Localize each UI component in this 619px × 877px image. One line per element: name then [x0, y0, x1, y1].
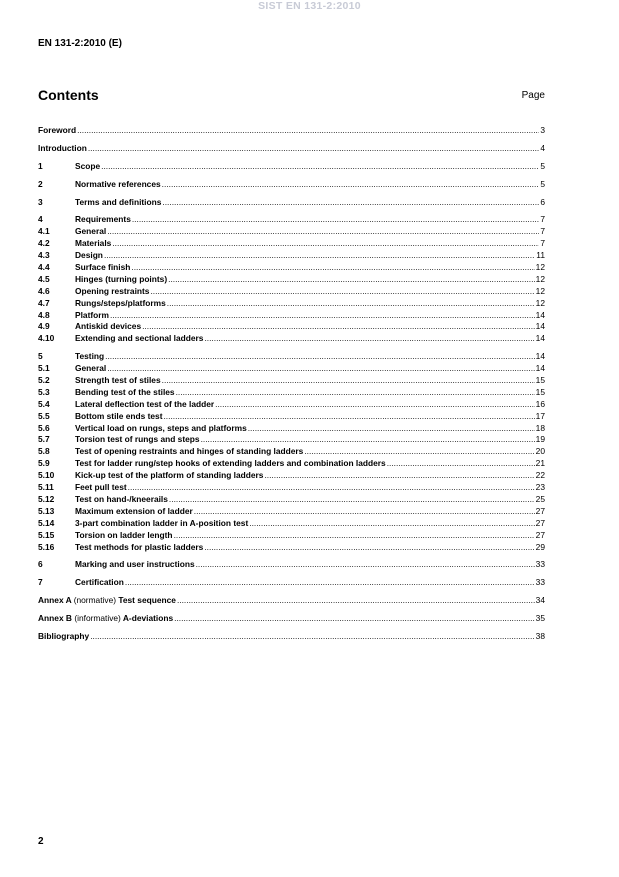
toc-entry-title-text: Bending test of the stiles: [75, 386, 175, 397]
toc-entry-page: 34: [535, 595, 545, 606]
toc-entry-number: 5.13: [38, 505, 55, 516]
toc-leader-dots: [142, 321, 535, 333]
toc-leader-dots: [163, 411, 534, 423]
toc-entry[interactable]: [38, 387, 545, 399]
page-number: 2: [38, 836, 44, 847]
toc-entry-page: 20: [535, 446, 545, 457]
toc-entry[interactable]: [38, 363, 545, 375]
toc-entry-title-text: Bottom stile ends test: [75, 410, 163, 421]
toc-entry-number: 5: [38, 351, 43, 362]
toc-entry-title: [75, 197, 161, 209]
toc-entry-page: 12: [535, 262, 545, 273]
toc-entry-number: 4.6: [38, 285, 50, 296]
toc-entry-page: 27: [535, 529, 545, 540]
toc-leader-dots: [162, 179, 540, 191]
toc-entry-title-text: General: [75, 363, 107, 374]
toc-leader-dots: [169, 494, 535, 506]
toc-entry-title: [38, 125, 76, 137]
toc-entry-title: [75, 506, 193, 518]
toc-entry-title-text: Bibliography: [38, 630, 90, 641]
toc-entry-number: 5.2: [38, 375, 50, 386]
toc-entry-annex-type: (normative): [73, 595, 117, 606]
toc-entry-number: 4.2: [38, 238, 50, 249]
toc-entry[interactable]: [38, 434, 545, 446]
toc-entry[interactable]: [38, 321, 545, 333]
toc-leader-dots: [125, 577, 535, 589]
toc-entry-title-text: Platform: [75, 309, 109, 320]
toc-entry-title: [75, 333, 203, 345]
toc-entry-title: [75, 470, 263, 482]
toc-entry[interactable]: [38, 399, 545, 411]
toc-entry[interactable]: [38, 238, 545, 250]
toc-entry-title-text: Test methods for plastic ladders: [75, 541, 204, 552]
toc-entry-number: 5.15: [38, 529, 55, 540]
toc-entry-page: 19: [535, 434, 545, 445]
toc-entry-title: [75, 494, 168, 506]
toc-entry[interactable]: [38, 274, 545, 286]
toc-entry-page: 23: [535, 482, 545, 493]
toc-entry-number: 5.10: [38, 470, 55, 481]
toc-entry-title: [75, 434, 200, 446]
toc-entry[interactable]: [38, 482, 545, 494]
toc-leader-dots: [77, 125, 539, 137]
toc-entry[interactable]: [38, 351, 545, 363]
toc-entry[interactable]: [38, 286, 545, 298]
toc-entry[interactable]: [38, 423, 545, 435]
toc-entry-page: 15: [535, 386, 545, 397]
toc-entry-title-text: Normative references: [75, 178, 161, 189]
page-column-label: Page: [521, 90, 545, 101]
toc-entry-page: 7: [540, 238, 545, 249]
toc-entry-title: [75, 351, 104, 363]
toc-entry[interactable]: [38, 262, 545, 274]
toc-entry[interactable]: [38, 143, 545, 155]
toc-entry-page: 33: [535, 559, 545, 570]
toc-entry-number: 3: [38, 196, 43, 207]
toc-entry-number: 5.3: [38, 386, 50, 397]
toc-entry-number: 4.8: [38, 309, 50, 320]
toc-entry-title: [75, 179, 161, 191]
toc-entry-page: 12: [535, 285, 545, 296]
toc-entry[interactable]: [38, 494, 545, 506]
toc-leader-dots: [132, 214, 539, 226]
toc-entry-number: 4.5: [38, 273, 50, 284]
toc-entry-number: 5.5: [38, 410, 50, 421]
toc-entry-title-text: Annex A: [38, 595, 72, 606]
toc-entry-title-text: Opening restraints: [75, 285, 150, 296]
toc-leader-dots: [168, 274, 535, 286]
toc-entry-title-text: Test on hand-/kneerails: [75, 493, 168, 504]
toc-entry-title-text: Testing: [75, 351, 105, 362]
toc-entry-title: [75, 577, 124, 589]
toc-entry-title-text: Introduction: [38, 142, 87, 153]
toc-entry-title-text: Foreword: [38, 125, 77, 135]
toc-entry-page: 18: [535, 422, 545, 433]
toc-entry-page: 27: [535, 517, 545, 528]
toc-entry-title-text: Torsion on ladder length: [75, 529, 173, 540]
toc-entry-title-text: Hinges (turning points): [75, 273, 168, 284]
watermark: SIST EN 131-2:2010: [258, 0, 361, 12]
toc-entry[interactable]: [38, 310, 545, 322]
toc-entry-title: [38, 631, 89, 643]
toc-leader-dots: [196, 559, 535, 571]
toc-entry-page: 12: [535, 297, 545, 308]
table-of-contents: [38, 125, 545, 643]
toc-leader-dots: [88, 143, 539, 155]
toc-entry-title: [75, 387, 175, 399]
toc-entry[interactable]: [38, 631, 545, 643]
toc-entry-number: 4.1: [38, 226, 50, 237]
toc-entry[interactable]: [38, 470, 545, 482]
contents-title: Contents: [38, 87, 99, 103]
toc-entry-title-text: Antiskid devices: [75, 321, 142, 332]
toc-entry-annex-type: (informative): [74, 613, 121, 624]
toc-entry-number: 2: [38, 178, 43, 189]
toc-entry-title: [38, 613, 173, 625]
toc-leader-dots: [204, 333, 534, 345]
toc-entry-title: [75, 375, 161, 387]
toc-leader-dots: [90, 631, 534, 643]
toc-entry-title: [75, 310, 109, 322]
toc-entry-page: 7: [540, 214, 545, 225]
toc-entry-title: [75, 411, 162, 423]
toc-entry[interactable]: [38, 375, 545, 387]
toc-entry-title-text: General: [75, 226, 107, 237]
toc-leader-dots: [162, 197, 539, 209]
toc-entry[interactable]: [38, 613, 545, 625]
toc-entry-title-text: Scope: [75, 160, 101, 171]
toc-entry-title: [75, 482, 127, 494]
toc-leader-dots: [201, 434, 535, 446]
toc-entry-number: 5.4: [38, 398, 50, 409]
toc-entry-title-text: Extending and sectional ladders: [75, 333, 204, 344]
toc-entry-page: 27: [535, 505, 545, 516]
toc-entry-page: 5: [540, 160, 545, 171]
toc-leader-dots: [104, 250, 535, 262]
toc-entry-page: 25: [535, 493, 545, 504]
toc-leader-dots: [162, 375, 535, 387]
toc-entry-title: [75, 423, 247, 435]
toc-entry-number: 5.8: [38, 446, 50, 457]
toc-entry-title: [75, 274, 167, 286]
toc-leader-dots: [304, 446, 534, 458]
toc-entry-title: [75, 226, 106, 238]
toc-entry-title: [75, 161, 100, 173]
toc-leader-dots: [167, 298, 535, 310]
toc-entry-title-text: Test for ladder rung/step hooks of extending ladders and combination ladders: [75, 458, 386, 469]
toc-entry-page: 35: [535, 613, 545, 624]
toc-entry-number: 5.11: [38, 482, 54, 493]
toc-entry-page: 38: [535, 630, 545, 641]
toc-entry-title: [38, 143, 87, 155]
toc-entry-page: 5: [540, 178, 545, 189]
toc-entry-page: 12: [535, 273, 545, 284]
toc-entry[interactable]: [38, 161, 545, 173]
toc-leader-dots: [107, 226, 539, 238]
toc-entry[interactable]: [38, 298, 545, 310]
toc-entry-number: 4.7: [38, 297, 50, 308]
toc-leader-dots: [107, 363, 534, 375]
toc-leader-dots: [101, 161, 539, 173]
toc-entry[interactable]: [38, 214, 545, 226]
toc-entry-title-text: 3-part combination ladder in A-position test: [75, 517, 249, 528]
toc-leader-dots: [176, 387, 535, 399]
toc-entry-title: [75, 530, 173, 542]
toc-entry[interactable]: [38, 446, 545, 458]
toc-entry-number: 5.6: [38, 422, 50, 433]
toc-entry-page: 3: [540, 125, 545, 135]
toc-entry-page: 16: [535, 398, 545, 409]
toc-entry-title-text: Maximum extension of ladder: [75, 505, 193, 516]
toc-leader-dots: [174, 613, 535, 625]
toc-entry[interactable]: [38, 506, 545, 518]
toc-leader-dots: [215, 399, 535, 411]
toc-leader-dots: [110, 310, 535, 322]
toc-entry[interactable]: [38, 595, 545, 607]
toc-entry-page: 14: [535, 351, 545, 362]
toc-entry-annex-title: Test sequence: [118, 595, 176, 606]
toc-entry-title-text: Feet pull test: [75, 482, 127, 493]
toc-entry-number: 4.3: [38, 250, 50, 261]
toc-leader-dots: [131, 262, 534, 274]
toc-entry-page: 14: [535, 363, 545, 374]
toc-leader-dots: [264, 470, 534, 482]
toc-entry-page: 33: [535, 577, 545, 588]
toc-entry-title: [75, 559, 195, 571]
toc-entry-title-text: Rungs/steps/platforms: [75, 297, 166, 308]
toc-leader-dots: [248, 423, 535, 435]
toc-entry-page: 29: [535, 541, 545, 552]
toc-entry-title: [75, 250, 103, 262]
toc-entry-title-text: Marking and user instructions: [75, 559, 195, 570]
toc-entry-number: 5.16: [38, 541, 55, 552]
toc-leader-dots: [112, 238, 539, 250]
toc-entry[interactable]: [38, 125, 545, 137]
toc-entry[interactable]: [38, 577, 545, 589]
toc-leader-dots: [249, 518, 534, 530]
toc-leader-dots: [177, 595, 535, 607]
document-id: EN 131-2:2010 (E): [38, 38, 122, 49]
toc-entry[interactable]: [38, 333, 545, 345]
toc-leader-dots: [150, 286, 534, 298]
toc-entry[interactable]: [38, 411, 545, 423]
toc-entry-title: [75, 321, 141, 333]
toc-entry-title: [75, 363, 106, 375]
toc-entry[interactable]: [38, 250, 545, 262]
toc-entry-title: [75, 214, 131, 226]
toc-entry-number: 5.7: [38, 434, 50, 445]
toc-entry-page: 14: [535, 321, 545, 332]
toc-leader-dots: [194, 506, 535, 518]
toc-entry-number: 5.1: [38, 363, 50, 374]
toc-leader-dots: [204, 542, 534, 554]
toc-entry-title-text: Torsion test of rungs and steps: [75, 434, 200, 445]
toc-entry[interactable]: [38, 530, 545, 542]
toc-entry-title-text: Certification: [75, 577, 124, 588]
toc-entry-page: 11: [536, 250, 545, 261]
toc-entry-title-text: Surface finish: [75, 262, 131, 273]
toc-entry-title-text: Requirements: [75, 214, 131, 225]
toc-entry-number: 5.14: [38, 517, 55, 528]
toc-leader-dots: [387, 458, 535, 470]
toc-entry-title-text: Vertical load on rungs, steps and platforms: [75, 422, 247, 433]
toc-entry[interactable]: [38, 559, 545, 571]
toc-entry-page: 14: [535, 309, 545, 320]
toc-entry-title: [38, 595, 176, 607]
toc-entry-title-text: Design: [75, 250, 103, 261]
toc-entry[interactable]: [38, 226, 545, 238]
toc-entry-number: 7: [38, 577, 43, 588]
toc-entry-page: 22: [535, 470, 545, 481]
toc-entry-page: 4: [540, 142, 545, 153]
toc-entry-title: [75, 238, 111, 250]
toc-entry[interactable]: [38, 518, 545, 530]
toc-leader-dots: [128, 482, 535, 494]
toc-entry-page: 14: [535, 333, 545, 344]
toc-entry-page: 21: [535, 458, 545, 469]
toc-entry-number: 4.4: [38, 262, 50, 273]
toc-entry-title: [75, 446, 303, 458]
toc-entry[interactable]: [38, 179, 545, 191]
toc-entry-title: [75, 262, 130, 274]
toc-leader-dots: [105, 351, 535, 363]
toc-entry-title-text: Strength test of stiles: [75, 375, 161, 386]
toc-entry-title-text: Test of opening restraints and hinges of standing ladders: [75, 446, 304, 457]
toc-entry-title-text: Kick-up test of the platform of standing ladders: [75, 470, 264, 481]
toc-entry-number: 6: [38, 559, 43, 570]
toc-entry[interactable]: [38, 542, 545, 554]
toc-entry-title: [75, 518, 248, 530]
toc-entry[interactable]: [38, 197, 545, 209]
toc-entry-title-text: Materials: [75, 238, 112, 249]
toc-entry-number: 5.12: [38, 493, 55, 504]
toc-leader-dots: [174, 530, 535, 542]
toc-entry-title: [75, 286, 149, 298]
toc-entry-title-text: Terms and definitions: [75, 196, 162, 207]
toc-entry-number: 4: [38, 214, 43, 225]
toc-entry-page: 7: [540, 226, 545, 237]
toc-entry-number: 4.10: [38, 333, 55, 344]
toc-entry-number: 4.9: [38, 321, 50, 332]
toc-entry-page: 17: [535, 410, 545, 421]
toc-entry-number: 1: [38, 160, 43, 171]
toc-entry-title-text: Annex B: [38, 613, 72, 624]
toc-entry-number: 5.9: [38, 458, 50, 469]
toc-entry-page: 6: [540, 196, 545, 207]
toc-entry-page: 15: [535, 375, 545, 386]
toc-entry-annex-title: A-deviations: [122, 613, 174, 624]
toc-entry-title: [75, 399, 214, 411]
toc-entry-title-text: Lateral deflection test of the ladder: [75, 398, 215, 409]
toc-entry[interactable]: [38, 458, 545, 470]
toc-entry-title: [75, 458, 386, 470]
toc-entry-title: [75, 542, 203, 554]
toc-entry-title: [75, 298, 166, 310]
